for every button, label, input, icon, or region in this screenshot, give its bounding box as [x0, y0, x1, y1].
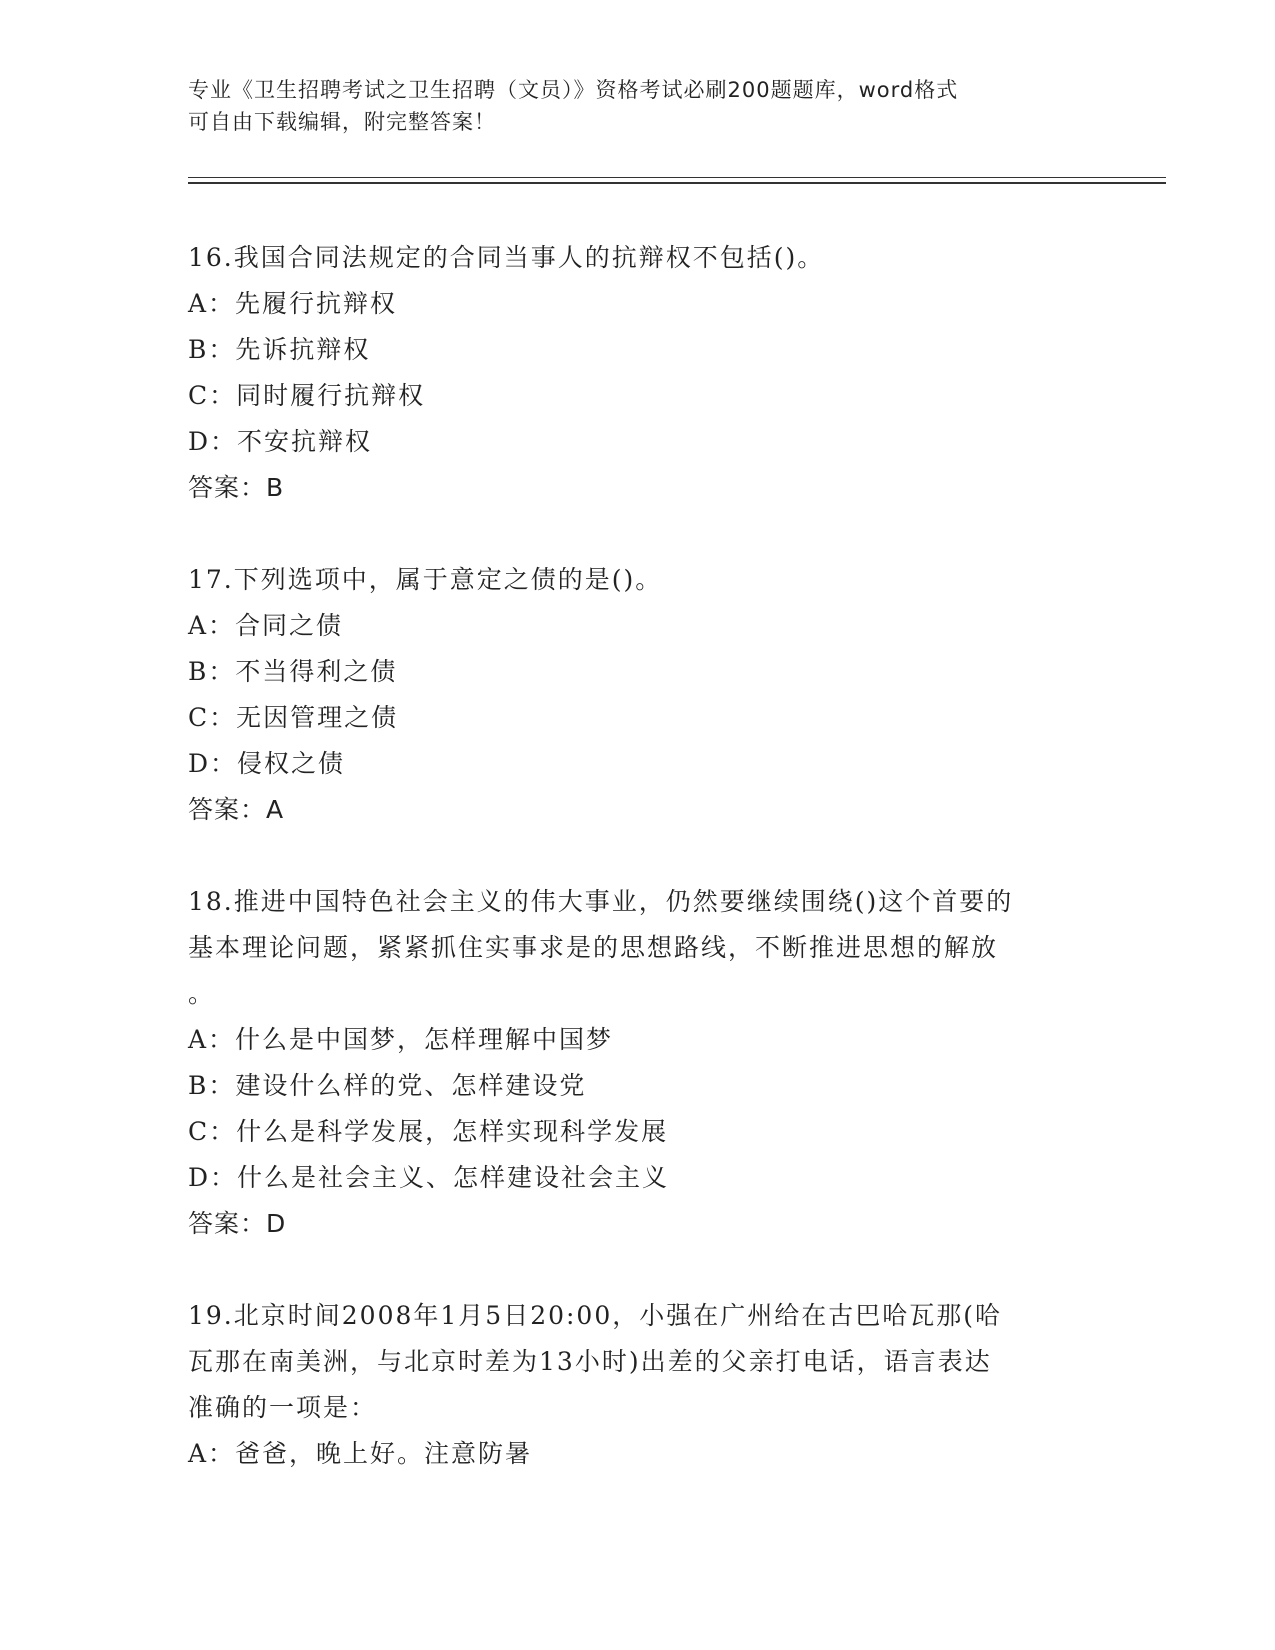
question-stem-line-1: 19.北京时间2008年1月5日20:00，小强在广州给在古巴哈瓦那(哈	[188, 1301, 1002, 1330]
option-a: A：合同之债	[188, 611, 344, 640]
option-c: C：什么是科学发展，怎样实现科学发展	[188, 1117, 669, 1146]
question-17	[188, 557, 1088, 833]
question-stem: 16.我国合同法规定的合同当事人的抗辩权不包括()。	[188, 243, 825, 272]
header-title-line-1: 专业《卫生招聘考试之卫生招聘（文员）》资格考试必刷200题题库，word格式	[188, 78, 959, 102]
option-a: A：什么是中国梦，怎样理解中国梦	[188, 1025, 614, 1054]
option-a: A：爸爸，晚上好。注意防暑	[188, 1439, 533, 1468]
answer-line: 答案：D	[188, 1209, 287, 1238]
header-divider-thick	[188, 182, 1166, 184]
option-b: B：建设什么样的党、怎样建设党	[188, 1071, 587, 1100]
question-stem-line-2: 瓦那在南美洲，与北京时差为13小时)出差的父亲打电话，语言表达	[188, 1347, 992, 1376]
question-16	[188, 235, 1088, 511]
option-b: B：不当得利之债	[188, 657, 398, 686]
option-c: C：无因管理之债	[188, 703, 399, 732]
option-d: D：什么是社会主义、怎样建设社会主义	[188, 1163, 670, 1192]
option-d: D：侵权之债	[188, 749, 346, 778]
answer-line: 答案：A	[188, 795, 285, 824]
header-divider-thin	[188, 177, 1166, 178]
question-18	[188, 879, 1088, 1247]
document-header	[188, 74, 1068, 138]
option-c: C：同时履行抗辩权	[188, 381, 426, 410]
question-stem-line-3: 准确的一项是：	[188, 1393, 378, 1422]
option-d: D：不安抗辩权	[188, 427, 373, 456]
question-19	[188, 1293, 1088, 1477]
option-b: B：先诉抗辩权	[188, 335, 371, 364]
option-a: A：先履行抗辩权	[188, 289, 398, 318]
question-stem-line-3: 。	[188, 979, 216, 1008]
question-stem-line-2: 基本理论问题，紧紧抓住实事求是的思想路线，不断推进思想的解放	[188, 933, 999, 962]
header-title-line-2: 可自由下载编辑，附完整答案！	[188, 110, 496, 134]
question-stem: 17.下列选项中，属于意定之债的是()。	[188, 565, 663, 594]
question-stem-line-1: 18.推进中国特色社会主义的伟大事业，仍然要继续围绕()这个首要的	[188, 887, 1014, 916]
answer-line: 答案：B	[188, 473, 285, 502]
